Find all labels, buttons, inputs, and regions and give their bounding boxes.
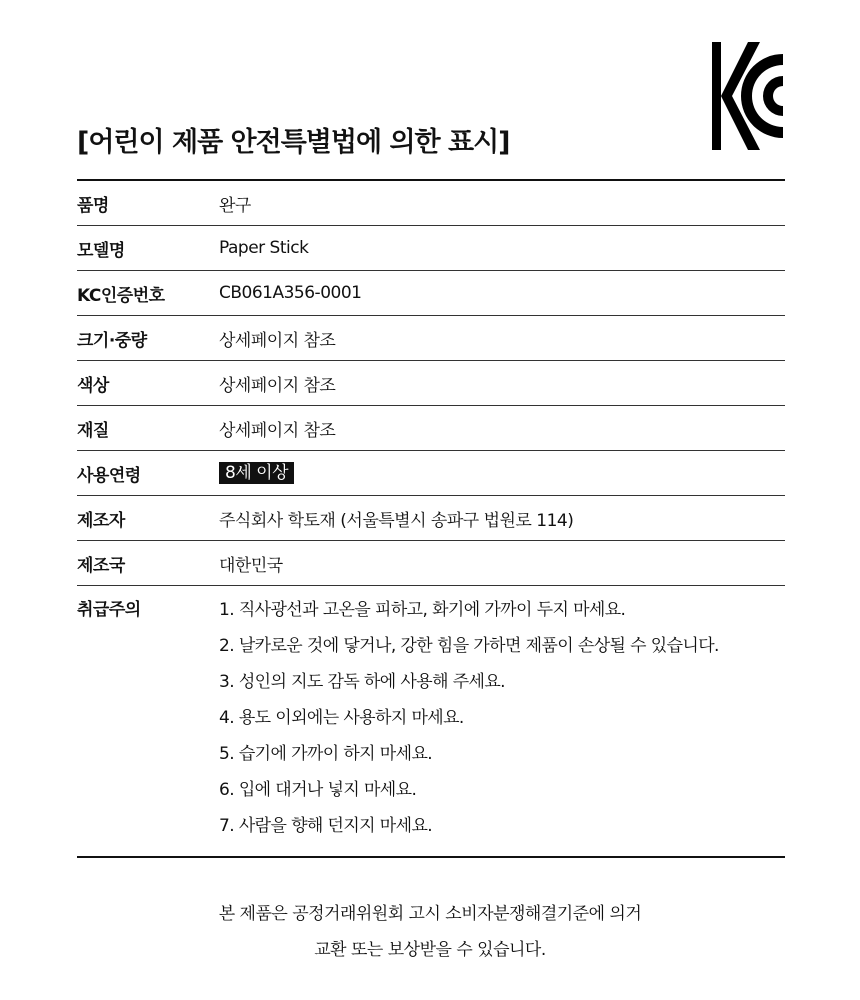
row-label: 제조국	[77, 555, 125, 576]
list-item: 4. 용도 이외에는 사용하지 마세요.	[219, 708, 464, 728]
table-row	[77, 541, 785, 586]
table-row	[77, 316, 785, 361]
table-row	[77, 271, 785, 316]
table-row	[77, 361, 785, 406]
row-label: 사용연령	[77, 465, 141, 486]
row-value: 상세페이지 참조	[219, 375, 336, 396]
row-label: 크기·중량	[77, 330, 147, 351]
caution-list	[219, 598, 719, 850]
row-value: 주식회사 학토재 (서울특별시 송파구 법원로 114)	[219, 510, 574, 531]
caution-row	[77, 586, 785, 858]
list-item: 5. 습기에 가까이 하지 마세요.	[219, 744, 433, 764]
row-label: 제조자	[77, 510, 125, 531]
row-label: 색상	[77, 375, 109, 396]
table-row	[77, 496, 785, 541]
row-label: 모델명	[77, 240, 125, 261]
list-item: 1. 직사광선과 고온을 피하고, 화기에 가까이 두지 마세요.	[219, 600, 626, 620]
table-row	[77, 181, 785, 226]
footer-notice	[0, 900, 860, 972]
age-badge: 8세 이상	[219, 462, 294, 484]
row-value: 상세페이지 참조	[219, 420, 336, 441]
list-item: 7. 사람을 향해 던지지 마세요.	[219, 816, 433, 836]
row-value	[219, 462, 294, 484]
list-item: 2. 날카로운 것에 닿거나, 강한 힘을 가하면 제품이 손상될 수 있습니다.	[219, 636, 719, 656]
footer-line: 교환 또는 보상받을 수 있습니다.	[314, 940, 546, 960]
footer-line: 본 제품은 공정거래위원회 고시 소비자분쟁해결기준에 의거	[218, 904, 642, 924]
row-label: KC인증번호	[77, 285, 165, 306]
table-row	[77, 406, 785, 451]
row-value: 대한민국	[219, 555, 283, 576]
row-value: 상세페이지 참조	[219, 330, 336, 351]
table-row	[77, 451, 785, 496]
row-value: Paper Stick	[219, 238, 309, 258]
row-label: 재질	[77, 420, 109, 441]
row-label: 취급주의	[77, 600, 141, 620]
row-value: 완구	[219, 195, 251, 216]
list-item: 3. 성인의 지도 감독 하에 사용해 주세요.	[219, 672, 505, 692]
row-label: 품명	[77, 195, 109, 216]
row-value: CB061A356-0001	[219, 283, 362, 303]
product-info-table	[77, 179, 785, 858]
table-row	[77, 226, 785, 271]
page-title: [어린이 제품 안전특별법에 의한 표시]	[77, 127, 510, 158]
kc-certification-mark-icon	[710, 40, 785, 152]
list-item: 6. 입에 대거나 넣지 마세요.	[219, 780, 417, 800]
